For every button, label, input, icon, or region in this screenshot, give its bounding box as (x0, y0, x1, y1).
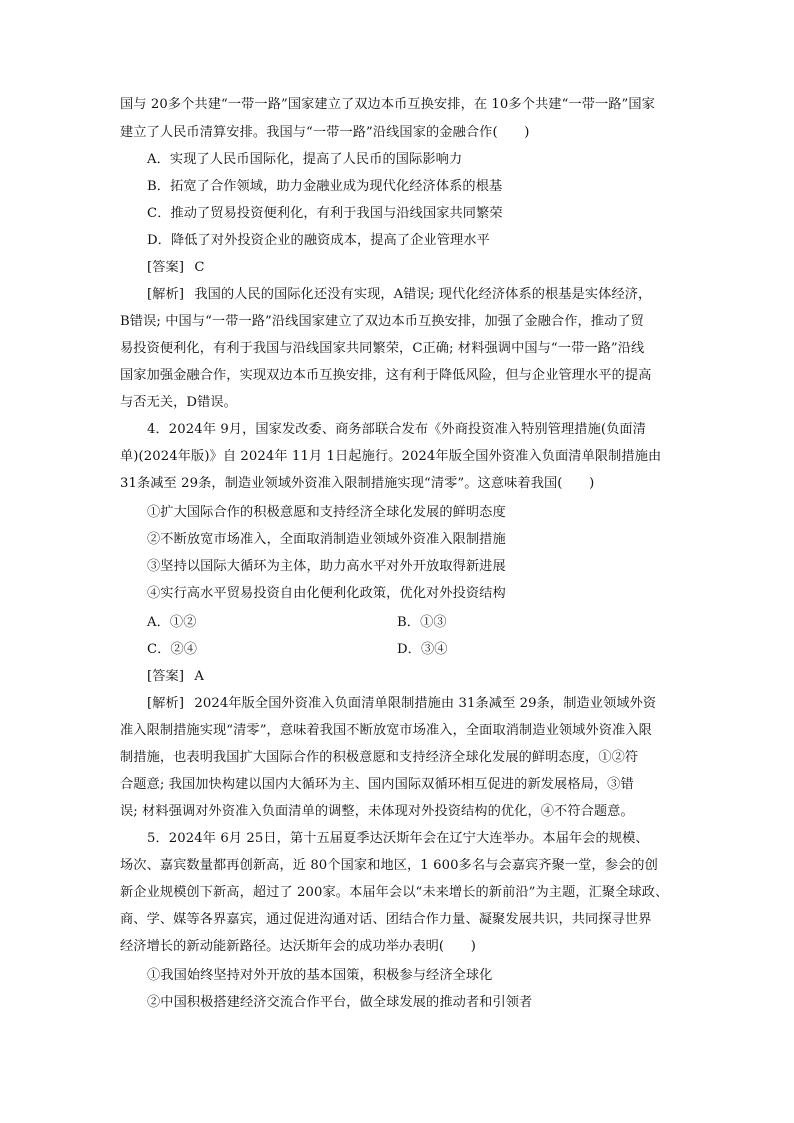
q4-item-2: ②不断放宽市场准入，全面取消制造业领域外资准入限制措施 (147, 532, 506, 547)
q4-item-3: ③坚持以国际大循环为主体，助力高水平对外开放取得新进展 (147, 559, 506, 574)
q3-analysis-line-1 (147, 286, 651, 304)
q3-analysis-line-2: B错误; 中国与“一带一路”沿线国家建立了双边本币互换安排，加强了金融合作，推动了贸 (120, 314, 644, 329)
q4-analysis-line-1 (147, 695, 656, 713)
q3-option-b: B．拓宽了合作领域，助力金融业成为现代化经济体系的根基 (147, 179, 503, 194)
q4-item-4: ④实行高水平贸易投资自由化便利化政策，优化对外投资结构 (147, 586, 506, 601)
q4-item-1: ①扩大国际合作的积极意愿和支持经济全球化发展的鲜明态度 (147, 505, 506, 520)
analysis-label: [解析] (147, 287, 185, 302)
answer-label: [答案] (147, 669, 185, 684)
q5-stem-line-1: 5．2024年 6月 25日，第十五届夏季达沃斯年会在辽宁大连举办。本届年会的规模、 (147, 831, 649, 846)
q5-stem-line-3: 新企业规模创下新高，超过了 200家。本届年会以“未来增长的新前沿”为主题，汇聚全球政、 (120, 885, 669, 900)
answer-label: [答案] (147, 260, 185, 275)
q4-analysis-line-3: 制措施，也表明我国扩大国际合作的积极意愿和支持经济全球化发展的鲜明态度，①②符 (120, 750, 639, 765)
q4-option-b: B．①③ (397, 615, 447, 630)
q3-option-a: A．实现了人民币国际化，提高了人民币的国际影响力 (147, 152, 463, 167)
q4-option-a: A．①② (147, 615, 197, 630)
q3-stem-line-1: 国与 20多个共建“一带一路”国家建立了双边本币互换安排，在 10多个共建“一带一路”国家 (120, 97, 655, 112)
answer-value: A (194, 669, 204, 684)
q3-analysis-line-5: 与否无关，D错误。 (120, 395, 237, 410)
q5-stem-line-5: 经济增长的新动能新路径。达沃斯年会的成功举办表明( ) (120, 939, 476, 954)
q4-analysis-line-5: 误; 材料强调对外资准入负面清单的调整，未体现对外投资结构的优化，④不符合题意。 (120, 804, 634, 819)
q3-answer (147, 259, 205, 277)
q5-stem-line-2: 场次、嘉宾数量都再创新高，近 80个国家和地区，1 600多名与会嘉宾齐聚一堂，参会的创 (120, 858, 658, 873)
q5-item-1: ①我国始终坚持对外开放的基本国策，积极参与经济全球化 (147, 968, 493, 983)
q4-analysis-line-2: 准入限制措施实现“清零”，意味着我国不断放宽市场准入，全面取消制造业领域外资准入限 (120, 723, 652, 738)
q3-stem-line-2: 建立了人民币清算安排。我国与“一带一路”沿线国家的金融合作( ) (120, 125, 530, 140)
q5-stem-line-4: 商、学、媒等各界嘉宾，通过促进沟通对话、团结合作力量、凝聚发展共识，共同探寻世界 (120, 912, 652, 927)
q4-stem-line-1: 4．2024年 9月，国家发改委、商务部联合发布《外商投资准入特别管理措施(负面清 (147, 422, 646, 437)
q3-option-c: C．推动了贸易投资便利化，有利于我国与沿线国家共同繁荣 (147, 206, 503, 221)
analysis-label: [解析] (147, 696, 185, 711)
q3-option-d: D．降低了对外投资企业的融资成本，提高了企业管理水平 (147, 233, 490, 248)
q4-stem-line-3: 31条减至 29条，制造业领域外资准入限制措施实现“清零”。这意味着我国( ) (120, 476, 595, 491)
q4-stem-line-2: 单)(2024年版)》自 2024年 11月 1日起施行。2024年版全国外资准入负面清单限制措施由 (120, 449, 662, 464)
analysis-text: 2024年版全国外资准入负面清单限制措施由 31条减至 29条，制造业领域外资 (194, 696, 657, 711)
q4-answer (147, 668, 204, 686)
q4-option-c: C．②④ (147, 642, 198, 657)
answer-value: C (194, 260, 205, 275)
q4-option-d: D．③④ (397, 642, 448, 657)
q3-analysis-line-4: 国家加强金融合作，实现双边本币互换安排，这有利于降低风险，但与企业管理水平的提高 (120, 368, 652, 383)
q4-analysis-line-4: 合题意; 我国加快构建以国内大循环为主、国内国际双循环相互促进的新发展格局，③错 (120, 777, 634, 792)
q5-item-2: ②中国积极搭建经济交流合作平台，做全球发展的推动者和引领者 (147, 995, 533, 1010)
analysis-text: 我国的人民的国际化还没有实现，A错误; 现代化经济体系的根基是实体经济， (194, 287, 652, 302)
q3-analysis-line-3: 易投资便利化，有利于我国与沿线国家共同繁荣，C正确; 材料强调中国与“一带一路”沿线 (120, 341, 645, 356)
